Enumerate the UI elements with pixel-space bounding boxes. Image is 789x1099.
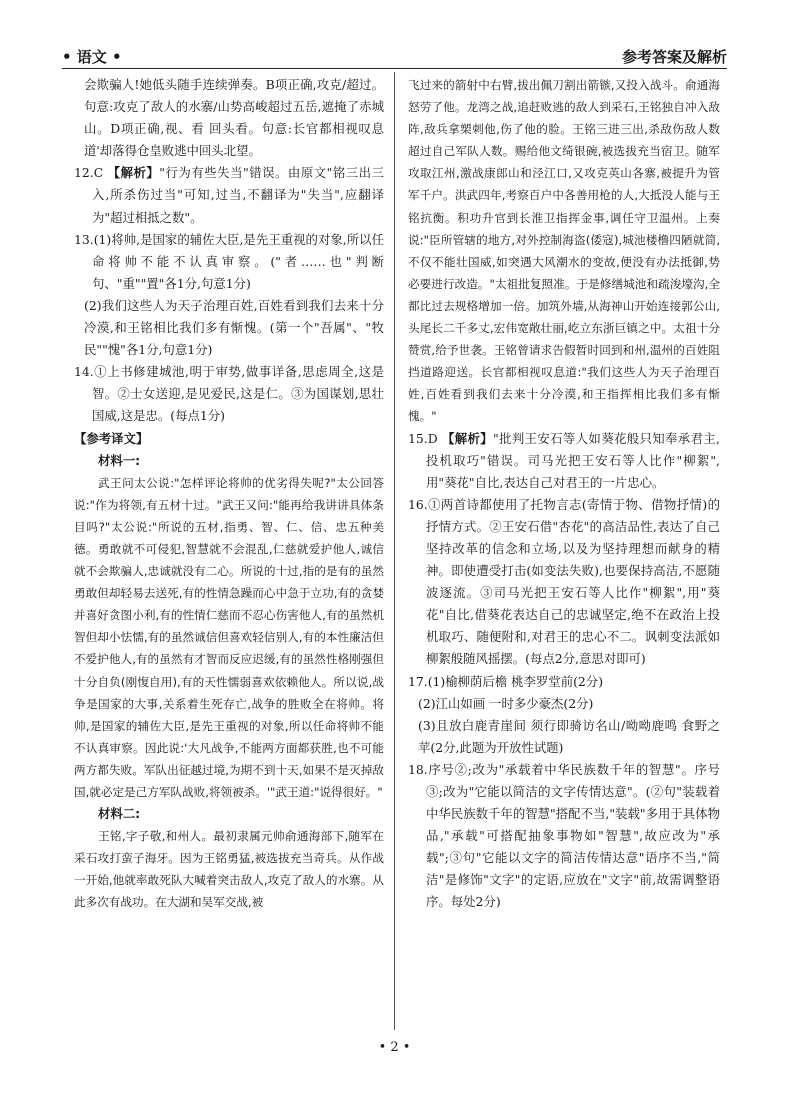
material1-heading: 材料一: — [98, 452, 141, 468]
q12-number: 12.C — [74, 165, 104, 181]
q15-answer — [408, 428, 720, 494]
q13-part1: 13.(1)将帅,是国家的辅佐大臣,是先王重视的对象,所以任命将帅不能不认真审察。("者……也"判断句、"重""置"各1分,句意1分) — [74, 231, 384, 291]
q15-text: "批判王安石等人如葵花般只知奉承君主,投机取巧"错误。司马光把王安石等人比作"柳絮",用"葵花"自比,表达自己对君王的一片忠心。 — [426, 430, 720, 490]
q17-part2: (2)江山如画 一时多少豪杰(2分) — [418, 695, 594, 711]
translation-heading: 【参考译文】 — [74, 430, 149, 446]
material2-text: 王铭,字子敬,和州人。最初隶属元帅俞通海部下,随军在采石攻打蛮子海牙。因为王铭勇猛,被选拔充当奇兵。从作战一开始,他就率敢死队大喊着突击敌人,攻克了敌人的水寨。从此多次有战功。在大湖和吴军交战,被 — [74, 829, 384, 910]
header-title: 参考答案及解析 — [621, 48, 727, 66]
right-column — [408, 74, 720, 914]
q17-part3: (3)且放白鹿青崖间 须行即骑访名山/呦呦鹿鸣 食野之苹(2分,此题为开放性试题) — [418, 717, 720, 755]
material1-text: 武王问太公说:"怎样评论将帅的优劣得失呢?"太公回答说:"作为将领,有五材十过。"武王又问:"能再给我讲讲具体条目吗?"太公说:"所说的五材,指勇、智、仁、信、忠五种美德。勇敢就不可侵犯,智慧就不会混乱,仁慈就爱护他人,诚信就不会欺骗人,忠诚就没有二心。所说的十过,指的是有的虽然勇敢但却轻易去送死,有的性情急躁而心中急于立功,有的贪婪并喜好贪图小利,有的性情仁慈而不忍心伤害他人,有的虽然机智但却小怯懦,有的虽然诚信但喜欢轻信别人,有的本性廉洁但不爱护他人,有的虽然有才智而反应迟缓,有的虽然性格刚强但十分自负(刚愎自用),有的天性懦弱喜欢依赖他人。所以说,战争是国家的大事,关系着生死存亡,战争的胜败全在将帅。将帅,是国家的辅佐大臣,是先王重视的对象,所以任命将帅不能不认真审察。因此说:'大凡战争,不能两方面都获胜,也不可能两方都失败。军队出征越过境,为期不到十天,如果不是灭掉敌国,就必定是己方军队战败,将领被杀。'"武王道:"说得很好。" — [74, 475, 384, 799]
q14-answer: 14.①上书修建城池,明于审势,做事详备,思虑周全,这是智。②士女送迎,是见爱民,这是仁。③为国谋划,思壮国威,这是忠。(每点1分) — [74, 364, 384, 424]
q12-answer — [74, 162, 384, 228]
material2-continuation: 飞过来的箭射中右臂,拔出佩刀割出箭镞,又投入战斗。俞通海怒劳了他。龙湾之战,追赶败逃的敌人到采石,王铭独自冲入敌阵,敌兵拿槊刺他,伤了他的脸。王铭三进三出,杀敌伤敌人数超过自己军队人数。赐给他文绮银碗,被选拔充当宿卫。随军攻取江州,激战康郎山和泾江口,又攻克英山各寨,被提升为管军千户。洪武四年,考察百户中各善用枪的人,大抵没人能与王铭抗衡。积功升官到长淮卫指挥金事,调任守卫温州。上奏说:"臣所管辖的地方,对外控制海盗(倭寇),城池楼橹四陋就简,不仅不能壮国威,如突遇大风潮水的变故,便没有办法抵御,势必要进行改造。"太祖批复照准。于是修缮城池和疏浚壕沟,全都比过去规格增加一倍。加筑外墙,从海神山开始连接郭公山,头尾长二千多丈,宏伟宽敞壮丽,屹立东浙巨镇之中。太祖十分赞赏,给予世袭。王铭曾请求告假暂时回到和州,温州的百姓阻挡道路迎送。长官都相视叹息道:"我们这些人为天子治理百姓,百姓看到我们去来十分冷漠,和王指挥相比我们多有惭愧。" — [408, 78, 720, 424]
q16-answer: 16.①两首诗都使用了托物言志(寄情于物、借物抒情)的抒情方式。②王安石借"杏花"的高洁品性,表达了自己坚持改革的信念和立场,以及为坚持理想而献身的精神。即使遭受打击(如变法失败),也要保持高洁,不愿随波逐流。③司马光把王安石等人比作"柳絮",用"葵花"自比,借葵花表达自己的忠诚坚定,绝不在政治上投机取巧、随便附和,对君王的忠心不二。讽刺变法派如柳絮般随风摇摆。(每点2分,意思对即可) — [408, 496, 720, 667]
q18-answer: 18.序号②;改为"承载着中华民族数千年的智慧"。序号③;改为"它能以简洁的文字传情达意"。(②句"装载着中华民族数千年的智慧"搭配不当,"装载"多用于具体物品,"承载"可搭配抽象事物如"智慧",故应改为"承载";③句"它能以文字的简洁传情达意"语序不当,"简洁"是修饰"文字"的定语,应放在"文字"前,故需调整语序。每处2分) — [408, 761, 720, 910]
q17-part1: 17.(1)榆柳荫后檐 桃李罗堂前(2分) — [408, 673, 604, 689]
subject-label: • 语文 • — [62, 48, 122, 66]
left-column — [74, 74, 384, 914]
q11-continuation: 会欺骗人!她低头随手连续弹奏。B项正确,攻克/超过。句意:攻克了敌人的水寨/山势高峻超过五岳,遮掩了赤城山。D项正确,视、看 回头看。句意:长官都相视叹息道'却落得仓皇败逃中回头北望。 — [84, 77, 384, 159]
q15-analysis-tag: 【解析】 — [441, 430, 494, 446]
material2-heading: 材料二: — [98, 806, 141, 822]
page-number: • 2 • — [378, 1040, 411, 1055]
page-header — [62, 44, 727, 69]
column-divider — [394, 72, 395, 1030]
q12-text: "行为有些失当"错误。由原文"铭三出三入,所杀伤过当"可知,过当,不翻译为"失当",应翻译为"超过相抵之数"。 — [92, 165, 384, 225]
q15-number: 15.D — [408, 430, 438, 446]
q12-analysis-tag: 【解析】 — [107, 165, 160, 181]
q13-part2: (2)我们这些人为天子治理百姓,百姓看到我们去来十分冷漠,和王铭相比我们多有惭愧。(第一个"吾属"、"牧民""愧"各1分,句意1分) — [84, 297, 384, 358]
